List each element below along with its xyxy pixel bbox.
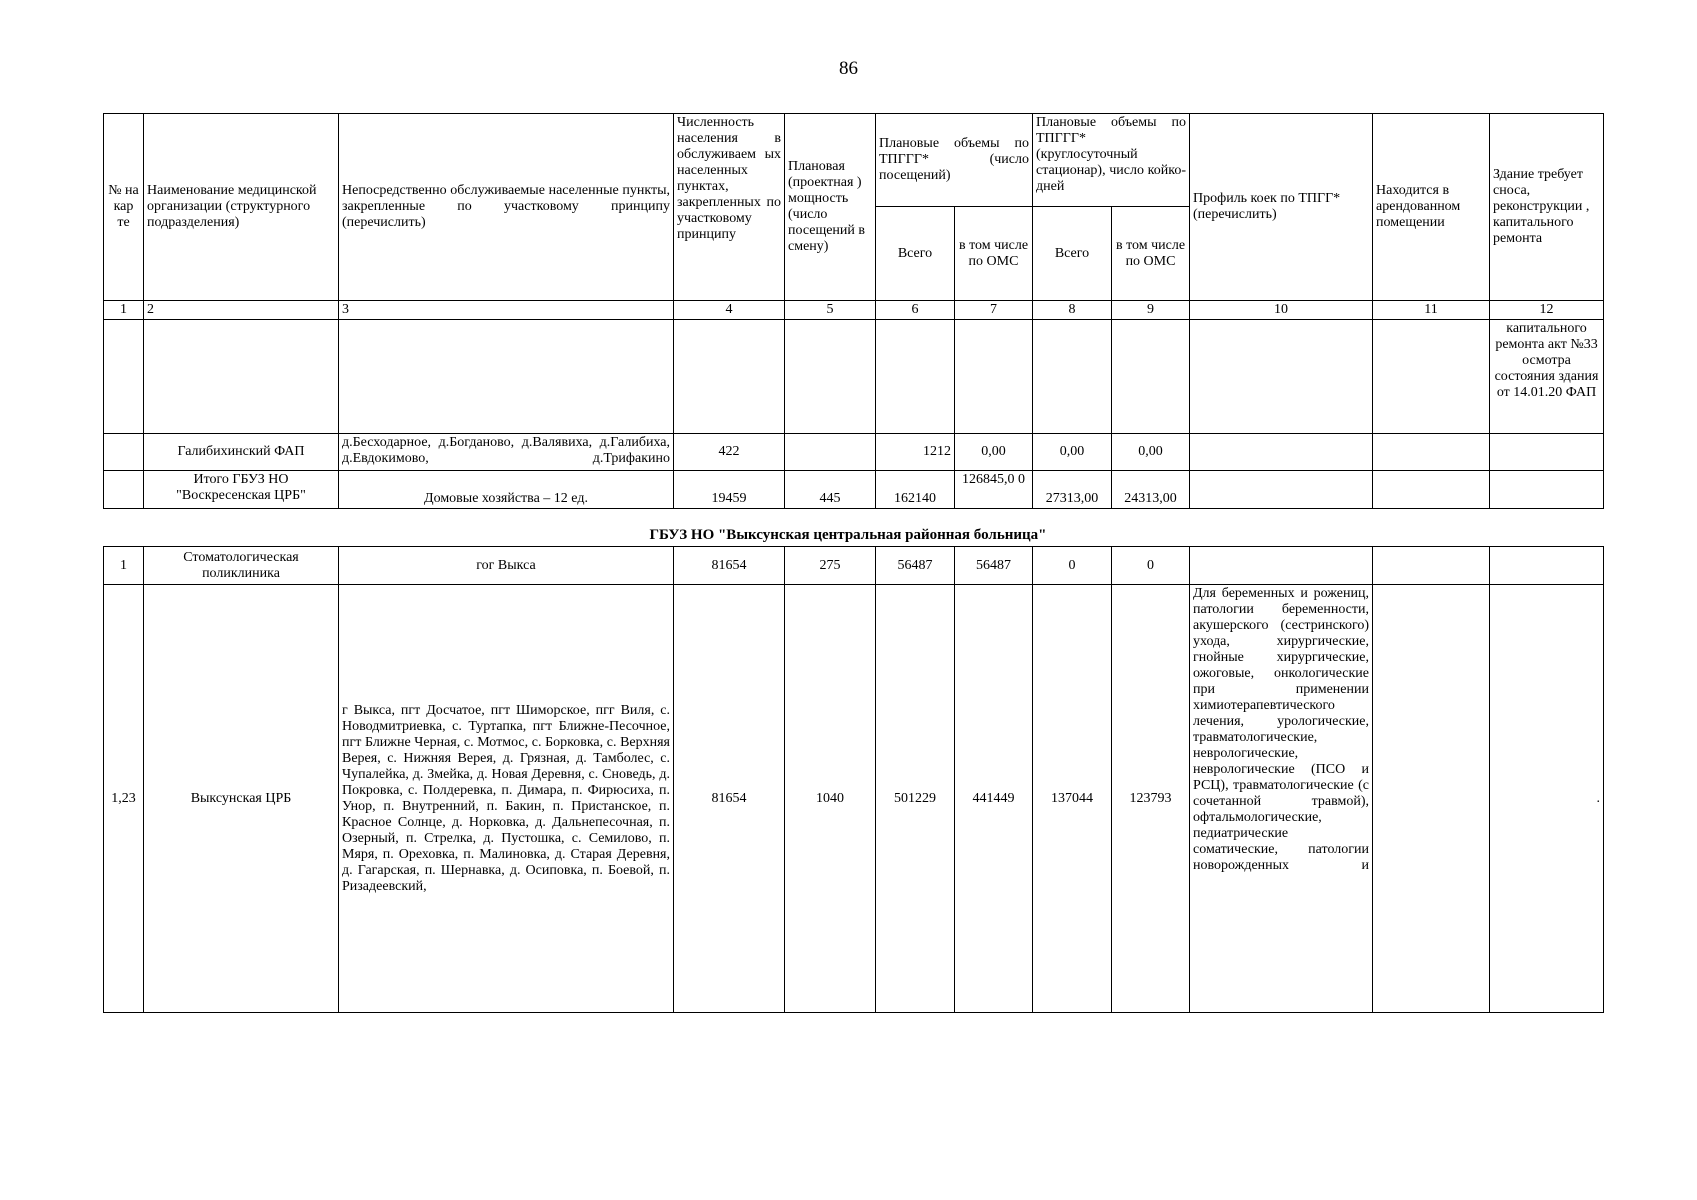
row-org-name: Стоматологическая поликлиника [144, 547, 339, 585]
column-number: 11 [1373, 301, 1490, 320]
row-population: 81654 [674, 547, 785, 585]
row-visits-oms: 56487 [955, 547, 1033, 585]
table-row [104, 585, 1604, 1013]
total-beds-total: 27313,00 [1033, 471, 1112, 509]
total-row [104, 471, 1604, 509]
header-population: Численность населения в обслуживаем ых населенных пунктах, закрепленных по участковому принципу [674, 114, 785, 301]
column-number: 3 [339, 301, 674, 320]
row-visits-total: 56487 [876, 547, 955, 585]
row-rented [1373, 547, 1490, 585]
header-org-name: Наименование медицинской организации (структурного подразделения) [144, 114, 339, 301]
row-rented [1373, 434, 1490, 471]
column-number: 6 [876, 301, 955, 320]
column-number: 7 [955, 301, 1033, 320]
row-org-name: Галибихинский ФАП [144, 434, 339, 471]
row-beds-total: 137044 [1033, 585, 1112, 1013]
column-number: 4 [674, 301, 785, 320]
row-settlements: г Выкса, пгт Досчатое, пгт Шиморское, пгг Виля, с. Новодмитриевка, с. Туртапка, пгт Ближне-Песочное, пгт Ближне Черная, с. Мотмос, с. Борковка, с. Верхняя Верея, с. Нижняя Верея, д. Грязная, д. Тамболес, с. Чупалейка, д. Змейка, д. Новая Деревня, с. Сноведь, д. Покровка, с. Полдеревка, п. Димара, п. Фирюсиха, п. Унор, п. Внутренний, п. Бакин, п. Пристанское, п. Красное Солнце, д. Норковка, д. Дальнепесочная, п. Озерный, п. Стрелка, д. Пустошка, с. Семилово, п. Мяря, п. Ореховка, п. Малиновка, д. Старая Деревня, д. Гагарская, п. Шернавка, д. Осиповка, п. Боевой, п. Ризадеевский, [339, 585, 674, 1013]
column-number: 8 [1033, 301, 1112, 320]
row-settlements: д.Бесходарное, д.Богданово, д.Валявиха, д.Галибиха, д.Евдокимово, д.Трифакино [339, 434, 674, 471]
column-number: 2 [144, 301, 339, 320]
header-planned-beds: Плановые объемы по ТПГГГ* (круглосуточный стационар), число койко-дней [1033, 114, 1190, 207]
page-number: 86 [839, 58, 858, 79]
row-population: 81654 [674, 585, 785, 1013]
row-bed-profile [1190, 547, 1373, 585]
row-beds-oms: 0,00 [1112, 434, 1190, 471]
column-number: 12 [1490, 301, 1604, 320]
total-population: 19459 [674, 471, 785, 509]
header-beds-total: Всего [1033, 207, 1112, 301]
row-org-name: Выксунская ЦРБ [144, 585, 339, 1013]
header-beds-oms: в том числе по ОМС [1112, 207, 1190, 301]
row-capacity [785, 434, 876, 471]
total-capacity: 445 [785, 471, 876, 509]
row-repair: . [1490, 585, 1604, 1013]
header-map-number: № на кар те [104, 114, 144, 301]
table-row [104, 434, 1604, 471]
header-planned-visits: Плановые объемы по ТПГГГ* (число посещений) [876, 114, 1033, 207]
row-bed-profile [1190, 434, 1373, 471]
total-org-name: Итого ГБУЗ НО "Воскресенская ЦРБ" [144, 471, 339, 509]
row-repair [1490, 547, 1604, 585]
header-visits-total: Всего [876, 207, 955, 301]
row-visits-oms: 441449 [955, 585, 1033, 1013]
column-number: 1 [104, 301, 144, 320]
facilities-table-top [103, 113, 1604, 509]
header-settlements: Непосредственно обслуживаемые населенные пункты, закрепленные по участковому принципу (перечислить) [339, 114, 674, 301]
row-visits-total: 1212 [876, 434, 955, 471]
row-beds-oms: 123793 [1112, 585, 1190, 1013]
column-number: 5 [785, 301, 876, 320]
row-map-number: 1,23 [104, 585, 144, 1013]
total-settlements: Домовые хозяйства – 12 ед. [339, 471, 674, 509]
row-repair [1490, 434, 1604, 471]
row-population: 422 [674, 434, 785, 471]
header-repair: Здание требует сноса, реконструкции , капитального ремонта [1490, 114, 1604, 301]
row-rented [1373, 585, 1490, 1013]
row-visits-total: 501229 [876, 585, 955, 1013]
column-numbers-row [104, 301, 1604, 320]
header-bed-profile: Профиль коек по ТПГГ* (перечислить) [1190, 114, 1373, 301]
continuation-row [104, 320, 1604, 434]
header-capacity: Плановая (проектная ) мощность (число посещений в смену) [785, 114, 876, 301]
section-title: ГБУЗ НО "Выксунская центральная районная больница" [649, 527, 1047, 543]
row-beds-total: 0,00 [1033, 434, 1112, 471]
total-visits-total: 162140 [876, 471, 955, 509]
row-beds-oms: 0 [1112, 547, 1190, 585]
row-map-number [104, 434, 144, 471]
total-beds-oms: 24313,00 [1112, 471, 1190, 509]
facilities-table-bottom [103, 546, 1604, 1013]
header-row [104, 114, 1604, 207]
row-capacity: 1040 [785, 585, 876, 1013]
table-row [104, 547, 1604, 585]
total-visits-oms: 126845,0 0 [955, 471, 1033, 509]
column-number: 10 [1190, 301, 1373, 320]
row-settlements: гог Выкса [339, 547, 674, 585]
column-number: 9 [1112, 301, 1190, 320]
header-visits-oms: в том числе по ОМС [955, 207, 1033, 301]
continuation-repair-note: капитального ремонта акт №33 осмотра состояния здания от 14.01.20 ФАП [1490, 320, 1604, 434]
row-visits-oms: 0,00 [955, 434, 1033, 471]
row-beds-total: 0 [1033, 547, 1112, 585]
row-capacity: 275 [785, 547, 876, 585]
row-bed-profile: Для беременных и рожениц, патологии беременности, акушерского (сестринского) ухода, хирургические, гнойные хирургические, ожоговые, онкологические при применении химиотерапевтического лечения, урологические, травматологические, неврологические, неврологические (ПСО и РСЦ), травматологические (с сочетанной травмой), офтальмологические, педиатрические соматические, патологии новорожденных и [1190, 585, 1373, 1013]
header-rented: Находится в арендованном помещении [1373, 114, 1490, 301]
row-map-number: 1 [104, 547, 144, 585]
